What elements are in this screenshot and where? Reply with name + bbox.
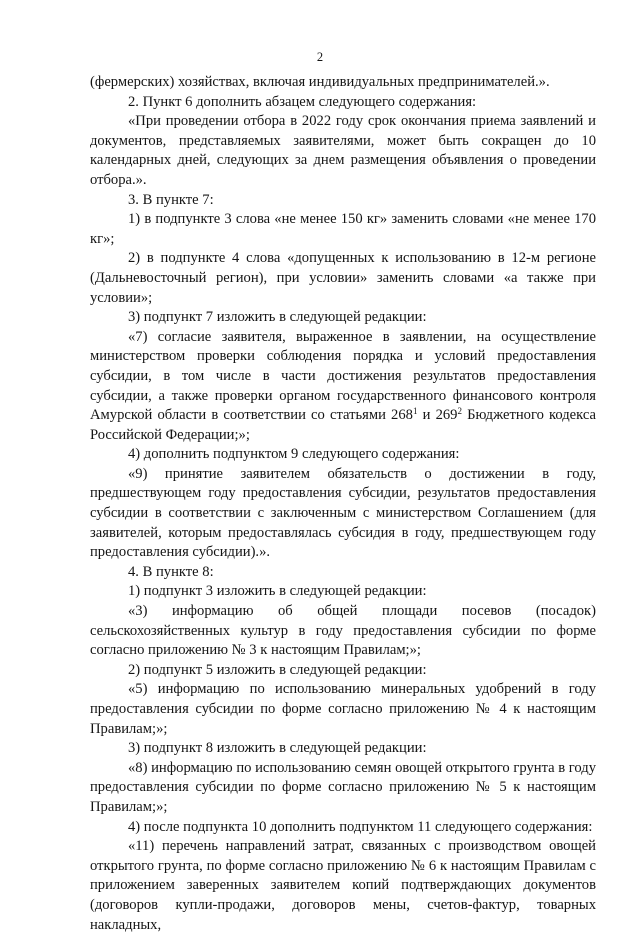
document-body (90, 73, 596, 935)
paragraph: «11) перечень направлений затрат, связанных с производством овощей открытого грунта, по форме согласно приложению № 6 к настоящим Правилам с приложением заверенных заявителем копий подтверждающих документов (договоров купли-продажи, договоров мены, счетов-фактур, товарных накладных, (90, 838, 596, 933)
paragraph: 4. В пункте 8: (128, 563, 214, 580)
paragraph: «9) принятие заявителем обязательств о достижении в году, предшествующем году предоставления субсидии, результатов предоставления субсидии в соответствии с заключенным с министерством Соглашением (для заявителей, которым предоставлялась субсидия в году, предшествующем году предоставления субсидии).». (90, 465, 596, 561)
paragraph: 2) в подпункте 4 слова «допущенных к использованию в 12-м регионе (Дальневосточный регион), при условии» заменить словами «а также при условии»; (90, 250, 596, 306)
paragraph: 4) дополнить подпунктом 9 следующего содержания: (128, 446, 460, 463)
paragraph: 1) подпункт 3 изложить в следующей редакции: (128, 583, 427, 600)
paragraph-text: «7) согласие заявителя, выраженное в заявлении, на осуществление министерством проверки соблюдения порядка и условий предоставления субсидии, в том числе в части достижения результатов предоставления субсидии, а также проверки органом государственного финансового контроля Амурской области в соответствии со статьями 268 (90, 328, 596, 424)
paragraph: (фермерских) хозяйствах, включая индивидуальных предпринимателей.». (90, 74, 550, 90)
paragraph: 1) в подпункте 3 слова «не менее 150 кг» заменить словами «не менее 170 кг»; (90, 211, 596, 247)
superscript: 2 (457, 406, 462, 417)
paragraph: 4) после подпункта 10 дополнить подпунктом 11 следующего содержания: (128, 818, 593, 835)
paragraph-text: и 269 (417, 407, 458, 424)
paragraph: «8) информацию по использованию семян овощей открытого грунта в году предоставления субсидии по форме согласно приложению № 5 к настоящим Правилам;»; (90, 759, 597, 815)
paragraph: 2. Пункт 6 дополнить абзацем следующего содержания: (128, 93, 477, 110)
paragraph: «5) информацию по использованию минеральных удобрений в году предоставления субсидии по форме согласно приложению № 4 к настоящим Правилам;»; (90, 681, 596, 737)
paragraph: 2) подпункт 5 изложить в следующей редакции: (128, 661, 427, 678)
paragraph: 3) подпункт 8 изложить в следующей редакции: (128, 740, 427, 757)
paragraph-text: Бюджетного кодекса Российской Федерации;»; (90, 407, 597, 443)
paragraph: «3) информацию об общей площади посевов (посадок) сельскохозяйственных культур в году предоставления субсидии по форме согласно приложению № 3 к настоящим Правилам;»; (90, 603, 596, 659)
page-number: 2 (316, 50, 324, 64)
superscript: 1 (412, 406, 418, 417)
paragraph: «При проведении отбора в 2022 году срок окончания приема заявлений и документов, представляемых заявителями, может быть сокращен до 10 календарных дней, следующих за днем размещения объявления о проведении отбора.». (90, 113, 596, 188)
paragraph: 3. В пункте 7: (128, 191, 214, 208)
paragraph (90, 328, 596, 446)
paragraph: 3) подпункт 7 изложить в следующей редакции: (128, 309, 427, 326)
